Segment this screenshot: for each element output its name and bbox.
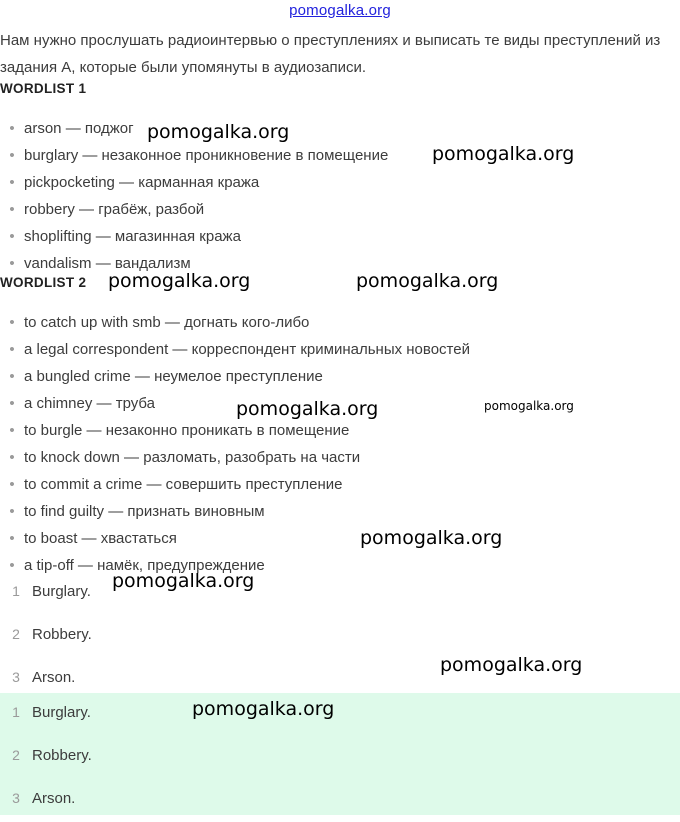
list-item: • to find guilty — признать виновным [0, 498, 470, 525]
bullet-icon: • [9, 341, 15, 358]
answer-text: Arson. [32, 669, 76, 686]
bullet-icon: • [9, 476, 15, 493]
answer-number: 1 [12, 583, 20, 599]
list-item: • a tip-off — намёк, предупреждение [0, 552, 470, 579]
answer-row [0, 779, 680, 822]
wordlist-2-heading: WORDLIST 2 [0, 275, 87, 290]
list-item: • robbery — грабёж, разбой [0, 196, 388, 223]
bullet-icon: • [9, 557, 15, 574]
bullet-icon: • [9, 368, 15, 385]
answer-number: 2 [12, 747, 20, 763]
task-description: Нам нужно прослушать радиоинтервью о преступлениях и выписать те виды преступлений из задания А, которые были упомянуты в аудиозаписи. [0, 32, 661, 76]
list-item: • to burgle — незаконно проникать в помещение [0, 417, 470, 444]
answer-list-highlighted [0, 693, 680, 815]
bullet-icon: • [9, 201, 15, 218]
list-item: • a chimney — труба [0, 390, 470, 417]
list-item: • shoplifting — магазинная кража [0, 223, 388, 250]
answer-row [0, 613, 680, 656]
bullet-icon: • [9, 503, 15, 520]
watermark: pomogalka.org [147, 121, 290, 143]
bullet-icon: • [9, 120, 15, 137]
answer-text: Robbery. [32, 747, 92, 764]
list-item: • a bungled crime — неумелое преступление [0, 363, 470, 390]
answer-row [0, 736, 680, 779]
list-item: • a legal correspondent — корреспондент криминальных новостей [0, 336, 470, 363]
watermark: pomogalka.org [432, 143, 575, 165]
site-link[interactable]: pomogalka.org [289, 2, 391, 19]
watermark: pomogalka.org [108, 270, 251, 292]
bullet-icon: • [9, 228, 15, 245]
list-item: • vandalism — вандализм [0, 250, 388, 277]
answer-number: 1 [12, 704, 20, 720]
bullet-icon: • [9, 449, 15, 466]
answer-row [0, 693, 680, 736]
answer-row [0, 570, 680, 613]
answer-number: 3 [12, 790, 20, 806]
watermark: pomogalka.org [440, 654, 583, 676]
bullet-icon: • [9, 255, 15, 272]
wordlist-1-heading: WORDLIST 1 [0, 81, 87, 96]
watermark: pomogalka.org [236, 398, 379, 420]
answer-list [0, 570, 680, 699]
list-item: • burglary — незаконное проникновение в помещение [0, 142, 388, 169]
watermark: pomogalka.org [484, 399, 574, 413]
list-item: • pickpocketing — карманная кража [0, 169, 388, 196]
answer-text: Robbery. [32, 626, 92, 643]
bullet-icon: • [9, 174, 15, 191]
answer-text: Arson. [32, 790, 76, 807]
answer-number: 3 [12, 669, 20, 685]
list-item: • arson — поджог [0, 115, 388, 142]
bullet-icon: • [9, 147, 15, 164]
bullet-icon: • [9, 314, 15, 331]
watermark: pomogalka.org [356, 270, 499, 292]
bullet-icon: • [9, 395, 15, 412]
list-item: • to boast — хвастаться [0, 525, 470, 552]
watermark: pomogalka.org [112, 570, 255, 592]
bullet-icon: • [9, 422, 15, 439]
list-item: • to catch up with smb — догнать кого-либо [0, 309, 470, 336]
answer-text: Burglary. [32, 704, 91, 721]
list-item: • to knock down — разломать, разобрать на части [0, 444, 470, 471]
answer-text: Burglary. [32, 583, 91, 600]
bullet-icon: • [9, 530, 15, 547]
watermark: pomogalka.org [192, 698, 335, 720]
answer-number: 2 [12, 626, 20, 642]
watermark: pomogalka.org [360, 527, 503, 549]
list-item: • to commit a crime — совершить преступление [0, 471, 470, 498]
